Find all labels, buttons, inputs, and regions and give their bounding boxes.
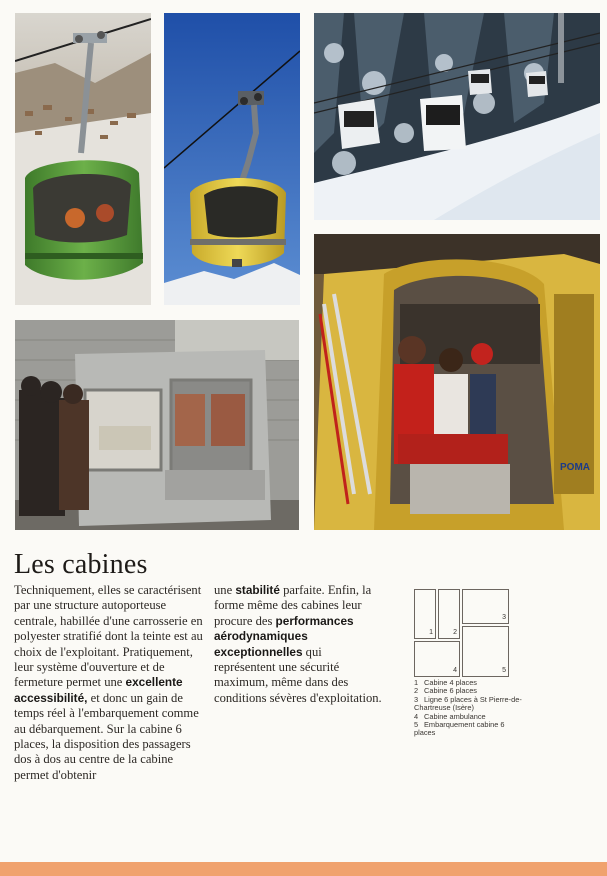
col1-text-1: Techniquement, elles se caractérisent par une structure autoporteuse centrale, habillée d'une carrosserie en polyester stratifié dont la teinte est au choix de l'exploitant. Pratiquement, leur système d'ouverture et de fermeture permet une [14,583,203,690]
diagram-box-1 [414,589,436,639]
diagram-box-4 [414,641,460,677]
body-text-column-1 [14,583,204,783]
col2-text-1: une [214,583,236,597]
photo-green-cabin [15,13,151,305]
col2-bold-2: performances aérodynamiques exceptionnelles [214,613,354,659]
col2-bold-1: stabilité [235,583,280,597]
diagram-number-3: 3 [502,614,506,621]
photo-cabin-line-forest [314,13,600,220]
legend-item: 5 Embarquement cabine 6 places [414,720,505,738]
body-text-column-2 [214,583,384,706]
photo-skiers-in-cabin [314,234,600,530]
cabin-brand-label: POMA [560,462,590,473]
diagram-box-5 [462,626,509,677]
photo-legend [414,679,524,738]
diagram-number-5: 5 [502,667,506,674]
page-title: Les cabines [14,548,148,580]
col1-text-2: et donc un gain de temps réel à l'embarquement comme au débarquement. Sur la cabine 6 places, la disposition des passagers dos à dos au centre de la cabine permet d'obtenir [14,690,199,782]
diagram-box-3 [462,589,509,624]
col2-text-3: qui représentent une sécurité maximum, même dans des conditions sévères d'exploitation. [214,644,382,705]
bottom-accent-band [0,862,607,876]
photo-yellow-cabin [164,13,300,305]
diagram-box-2 [438,589,460,639]
legend-item: 1 Cabine 4 places [414,678,478,687]
legend-item: 3 Ligne 6 places à St Pierre-de-Chartreuse (Isère) [414,694,522,713]
diagram-number-4: 4 [453,667,457,674]
col2-text-2: parfaite. Enfin, la forme même des cabines leur procure des [214,583,372,628]
photo-ambulance-cabin [15,320,299,530]
photo-layout-diagram [414,589,510,677]
diagram-number-2: 2 [453,629,457,636]
legend-item: 4 Cabine ambulance [414,711,486,721]
diagram-number-1: 1 [429,629,433,636]
legend-item: 2 Cabine 6 places [414,686,478,696]
col1-bold-1: excellente accessibilité, [14,675,183,705]
